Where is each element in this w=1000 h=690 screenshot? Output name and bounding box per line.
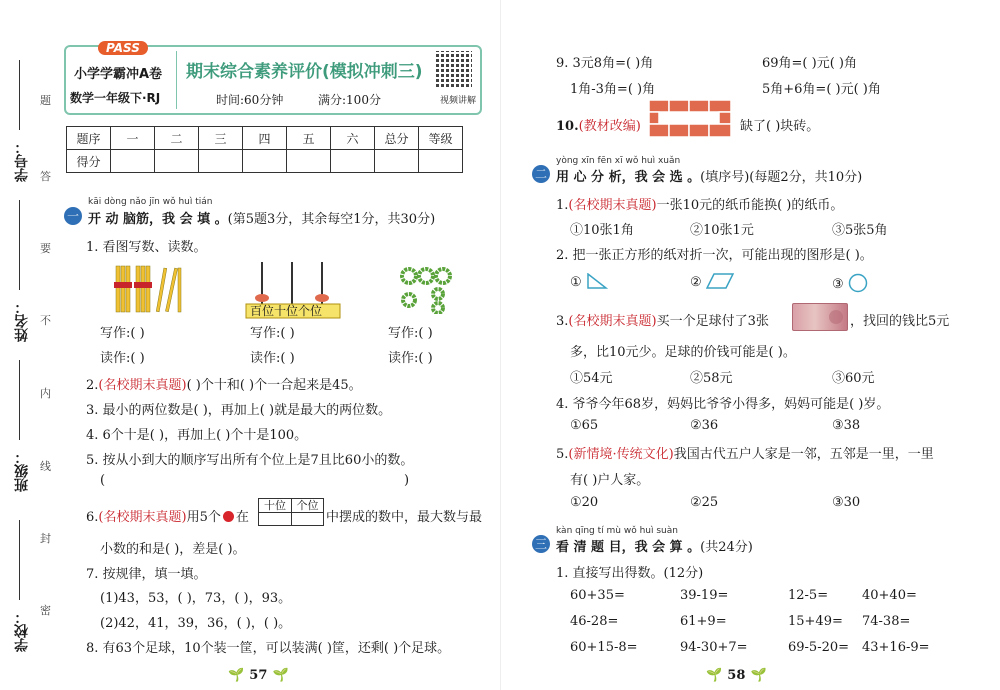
q7-part-1: (1)43，53，( )，73，( )，93。 [100, 591, 292, 606]
section2-number: 二 [532, 165, 550, 183]
parallelogram-icon [706, 273, 734, 289]
s5-option-1[interactable]: ①20 [570, 495, 599, 510]
school-label: 学校： [14, 610, 30, 652]
s4-option-1[interactable]: ①65 [570, 418, 599, 433]
name-label: 姓名： [14, 300, 30, 342]
s3-text: 买一个足球付了3张 [656, 314, 769, 329]
option-label: ② [690, 275, 702, 290]
seal-char: 内 [40, 387, 51, 400]
calc-item[interactable]: 40+40= [862, 588, 917, 603]
s1-option-2[interactable]: ②10张1元 [690, 223, 754, 238]
question-5: 5. 按从小到大的顺序写出所有个位上是7且比60小的数。 [86, 453, 414, 468]
page-gutter [500, 0, 501, 690]
score-table [66, 126, 463, 173]
question-10 [556, 115, 641, 134]
school-line [19, 520, 20, 600]
score-cell[interactable] [287, 150, 331, 173]
q9-c: 1角-3角=( )角 [570, 82, 656, 97]
flower-rings-image [398, 266, 454, 314]
section3-number: 三 [532, 535, 550, 553]
section1-pinyin: kāi dòng nǎo jīn wǒ huì tián [88, 197, 213, 207]
s2-option-2[interactable] [690, 273, 734, 290]
question-3: 3. 最小的两位数是( )，再加上( )就是最大的两位数。 [86, 403, 392, 418]
choice-1 [556, 194, 843, 213]
question-8: 8. 有63个足球，10个装一筐，可以装满( )筐，还剩( )个足球。 [86, 641, 451, 656]
sprout-icon: 🌱 [706, 668, 723, 683]
write-1[interactable]: 写作:( ) [100, 326, 145, 341]
q2-text: ( )个十和( )个一合起来是45。 [186, 378, 362, 393]
section1-title: 开 动 脑筋，我 会 填 。 [88, 212, 228, 227]
calc-item[interactable]: 61+9= [680, 614, 727, 629]
question-7: 7. 按规律，填一填。 [86, 567, 207, 582]
q7-part-2: (2)42，41，39，36，( )，( )。 [100, 616, 292, 631]
header-divider [176, 51, 177, 109]
s1-number: 1. [556, 198, 569, 213]
right-page-footer [706, 664, 767, 683]
table-cell: 三 [199, 127, 243, 150]
sprout-icon: 🌱 [228, 668, 245, 683]
score-cell[interactable] [419, 150, 463, 173]
table-cell: 题序 [67, 127, 111, 150]
abacus-label: 百位十位个位 [250, 304, 323, 318]
s2-option-3[interactable] [832, 273, 868, 293]
exam-title: 期末综合素养评价(模拟冲刺三) [186, 62, 423, 82]
write-3[interactable]: 写作:( ) [388, 326, 433, 341]
score-cell[interactable] [243, 150, 287, 173]
score-cell[interactable] [199, 150, 243, 173]
s1-option-1[interactable]: ①10张1角 [570, 223, 634, 238]
seal-char: 密 [40, 604, 51, 617]
s5-text-line2: 有( )户人家。 [570, 473, 650, 488]
calc-item[interactable]: 46-28= [570, 614, 619, 629]
section3-title: 看 清 题 目，我 会 算 。 [556, 540, 701, 555]
question-1: 1. 看图写数、读数。 [86, 240, 207, 255]
calc-item[interactable]: 43+16-9= [862, 640, 930, 655]
student-id-label: 学号： [14, 140, 30, 182]
name-line [19, 200, 20, 290]
table-cell: 总分 [375, 127, 419, 150]
score-cell[interactable] [155, 150, 199, 173]
q10-text: 缺了( )块砖。 [740, 119, 820, 134]
brand-badge: PASS [98, 41, 148, 55]
chart-divider [291, 512, 292, 525]
choice-5 [556, 443, 934, 462]
table-cell: 得分 [67, 150, 111, 173]
q9-b: 69角=( )元( )角 [762, 56, 857, 71]
s3-tag: (名校期末真题) [568, 314, 657, 329]
id-line [19, 60, 20, 130]
page-number-left: 57 [249, 668, 268, 683]
score-table-header [67, 127, 463, 150]
s3-text-continued: ，找回的钱比5元 [850, 314, 950, 329]
calc-item[interactable]: 60+15-8= [570, 640, 638, 655]
brick-wall-image [648, 99, 734, 139]
calc-item[interactable]: 94-30+7= [680, 640, 748, 655]
q10-number: 10. [556, 119, 579, 134]
table-cell: 五 [287, 127, 331, 150]
s5-option-3[interactable]: ③30 [832, 495, 861, 510]
banknote-portrait [829, 310, 843, 324]
q5-blank-open[interactable]: ( [100, 473, 106, 488]
place-value-chart [258, 498, 324, 526]
s3-option-1[interactable]: ①54元 [570, 371, 613, 386]
subject-label: 数学一年级下·RJ [70, 91, 161, 105]
score-cell[interactable] [375, 150, 419, 173]
s3-number: 3. [556, 314, 569, 329]
section2-pinyin: yòng xīn fēn xī wǒ huì xuǎn [556, 156, 681, 166]
red-dot-icon [223, 511, 234, 522]
calc-item[interactable]: 74-38= [862, 614, 911, 629]
s5-text: 我国古代五户人家是一邻，五邻是一里，一里 [673, 447, 934, 462]
seal-char: 题 [40, 94, 51, 107]
section2-note: (填序号)(每题2分，共10分) [700, 170, 863, 185]
q6-continued: 中摆成的数中，最大数与最 [326, 510, 483, 525]
read-3[interactable]: 读作:( ) [388, 351, 433, 366]
calc-instruction: 1. 直接写出得数。(12分) [556, 566, 704, 581]
section1-note: (第5题3分，其余每空1分，共30分) [227, 212, 436, 227]
qr-caption: 视频讲解 [439, 96, 476, 106]
s5-option-2[interactable]: ②25 [690, 495, 719, 510]
calc-item[interactable]: 12-5= [788, 588, 829, 603]
section1-number: 一 [64, 207, 82, 225]
seal-char: 封 [40, 532, 51, 545]
left-page-footer [228, 664, 289, 683]
s3-option-2[interactable]: ②58元 [690, 371, 733, 386]
triangle-icon [586, 273, 608, 289]
q2-tag: (名校期末真题) [98, 378, 187, 393]
seal-char: 线 [40, 460, 51, 473]
score-row [67, 150, 463, 173]
s2-option-1[interactable] [570, 273, 608, 290]
s4-option-3[interactable]: ③38 [832, 418, 861, 433]
table-cell: 二 [155, 127, 199, 150]
s4-option-2[interactable]: ②36 [690, 418, 719, 433]
section2-heading [556, 166, 862, 185]
seal-char: 答 [40, 170, 51, 183]
table-cell: 六 [331, 127, 375, 150]
choice-4: 4. 爷爷今年68岁，妈妈比爷爷小得多，妈妈可能是( )岁。 [556, 397, 890, 412]
q6-tag: (名校期末真题) [98, 510, 187, 525]
s1-tag: (名校期末真题) [568, 198, 657, 213]
question-4: 4. 6个十是( )，再加上( )个十是100。 [86, 428, 308, 443]
q6-text: 用5个 [186, 510, 221, 525]
q2-number: 2. [86, 378, 99, 393]
section2-title: 用 心 分 析，我 会 选 。 [556, 170, 701, 185]
seal-char: 要 [40, 242, 51, 255]
s1-text: 一张10元的纸币能换( )的纸币。 [656, 198, 844, 213]
s3-text-line2: 多，比10元少。足球的价钱可能是( )。 [570, 345, 796, 360]
section1-heading [88, 208, 435, 227]
twenty-yuan-banknote-image [792, 303, 848, 331]
question-6 [86, 506, 249, 525]
qr-pattern [436, 51, 472, 87]
s5-tag: (新情境·传统文化) [568, 447, 674, 462]
table-cell: 等级 [419, 127, 463, 150]
read-1[interactable]: 读作:( ) [100, 351, 145, 366]
exam-time: 时间:60分钟 [216, 93, 284, 107]
binding-margin [0, 0, 62, 690]
q9-d: 5角+6角=( )元( )角 [762, 82, 881, 97]
score-cell[interactable] [331, 150, 375, 173]
sprout-icon: 🌱 [272, 668, 289, 683]
q6-line-2: 小数的和是( )，差是( )。 [100, 542, 246, 557]
tens-place-label: 十位 [259, 499, 292, 513]
q9-a: 9. 3元8角=( )角 [556, 56, 654, 71]
class-line [19, 360, 20, 440]
seal-char: 不 [40, 314, 51, 327]
table-cell: 一 [111, 127, 155, 150]
q10-tag: (教材改编) [578, 119, 641, 134]
full-score: 满分:100分 [318, 93, 381, 107]
s5-number: 5. [556, 447, 569, 462]
read-2[interactable]: 读作:( ) [250, 351, 295, 366]
section3-pinyin: kàn qīng tí mù wǒ huì suàn [556, 526, 678, 536]
sprout-icon: 🌱 [750, 668, 767, 683]
page-number-right: 58 [727, 668, 746, 683]
series-name: 小学学霸冲A卷 [74, 67, 163, 82]
calc-item[interactable]: 60+35= [570, 588, 625, 603]
ones-place-label: 个位 [292, 499, 323, 513]
question-2 [86, 374, 362, 393]
calc-item[interactable]: 39-19= [680, 588, 729, 603]
q5-blank-close: ) [404, 473, 410, 488]
s1-option-3[interactable]: ③5张5角 [832, 223, 888, 238]
write-2[interactable]: 写作:( ) [250, 326, 295, 341]
calc-item[interactable]: 15+49= [788, 614, 843, 629]
stick-bundles-image [112, 262, 192, 316]
choice-2: 2. 把一张正方形的纸对折一次，可能出现的图形是( )。 [556, 248, 873, 263]
calc-item[interactable]: 69-5-20= [788, 640, 850, 655]
option-label: ① [570, 275, 582, 290]
score-cell[interactable] [111, 150, 155, 173]
section3-heading [556, 536, 753, 555]
class-label: 班级： [14, 450, 30, 492]
circle-icon [848, 273, 868, 293]
option-label: ③ [832, 277, 844, 292]
s3-option-3[interactable]: ③60元 [832, 371, 875, 386]
section3-note: (共24分) [700, 540, 753, 555]
choice-3 [556, 310, 769, 329]
exam-header [64, 41, 482, 115]
table-cell: 四 [243, 127, 287, 150]
q6-text: 在 [235, 510, 249, 525]
q6-number: 6. [86, 510, 99, 525]
